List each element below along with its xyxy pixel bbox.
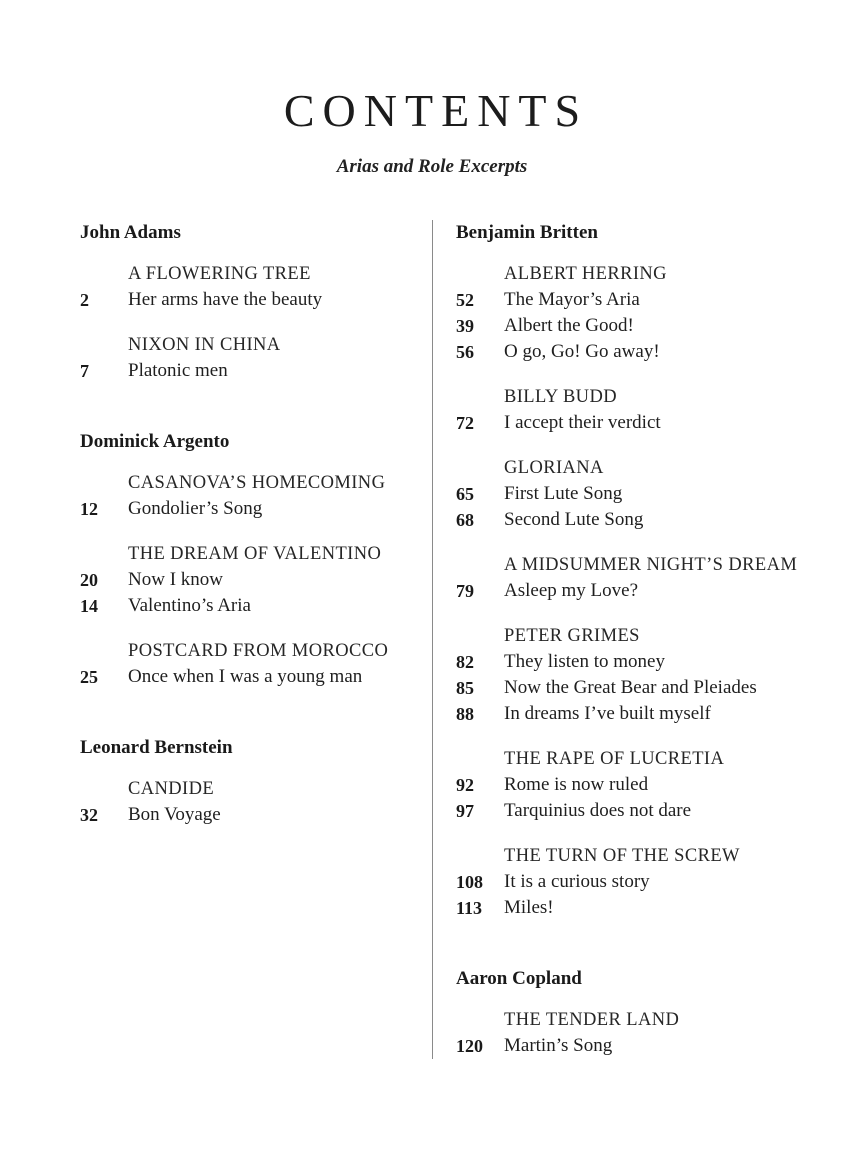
opera-title: THE DREAM OF VALENTINO xyxy=(128,544,382,564)
composer-section xyxy=(80,429,432,690)
opera-title: A MIDSUMMER NIGHT’S DREAM xyxy=(504,555,798,575)
song-title: Gondolier’s Song xyxy=(128,498,263,519)
toc-column-right xyxy=(432,220,820,1059)
song-title: Albert the Good! xyxy=(504,315,634,336)
toc-entry xyxy=(456,649,820,675)
page-number: 79 xyxy=(456,581,474,601)
page-number: 7 xyxy=(80,361,89,381)
toc-entry xyxy=(456,287,820,313)
toc-entry xyxy=(80,802,432,828)
composer-section xyxy=(80,220,432,384)
page-number: 97 xyxy=(456,801,474,821)
opera-group xyxy=(80,541,432,619)
opera-title: THE TENDER LAND xyxy=(504,1010,680,1030)
toc-entry xyxy=(456,313,820,339)
toc-entry xyxy=(80,358,432,384)
composer-name: John Adams xyxy=(80,222,181,243)
composer-name: Dominick Argento xyxy=(80,431,230,452)
opera-group xyxy=(456,384,820,436)
song-title: Second Lute Song xyxy=(504,509,644,530)
toc-entry xyxy=(80,287,432,313)
song-title: O go, Go! Go away! xyxy=(504,341,660,362)
opera-title: PETER GRIMES xyxy=(504,626,640,646)
toc-entry xyxy=(80,496,432,522)
opera-group xyxy=(456,1007,820,1059)
composer-name: Leonard Bernstein xyxy=(80,737,233,758)
toc-entry xyxy=(456,701,820,727)
toc-entry xyxy=(80,664,432,690)
opera-title: ALBERT HERRING xyxy=(504,264,667,284)
opera-group xyxy=(80,776,432,828)
opera-title: NIXON IN CHINA xyxy=(128,335,281,355)
song-title: In dreams I’ve built myself xyxy=(504,703,711,724)
song-title: Her arms have the beauty xyxy=(128,289,323,310)
opera-title: THE TURN OF THE SCREW xyxy=(504,846,740,866)
opera-group xyxy=(456,552,820,604)
page-number: 2 xyxy=(80,290,89,310)
song-title: Valentino’s Aria xyxy=(128,595,251,616)
toc-column-left xyxy=(80,220,432,1059)
page-number: 85 xyxy=(456,678,474,698)
toc-entry xyxy=(456,481,820,507)
song-title: I accept their verdict xyxy=(504,412,661,433)
song-title: Miles! xyxy=(504,897,554,918)
song-title: It is a curious story xyxy=(504,871,650,892)
toc-entry xyxy=(456,798,820,824)
page-number: 68 xyxy=(456,510,474,530)
opera-group xyxy=(80,261,432,313)
song-title: Rome is now ruled xyxy=(504,774,649,795)
page-number: 12 xyxy=(80,499,98,519)
page-number: 56 xyxy=(456,342,474,362)
toc-entry xyxy=(80,567,432,593)
opera-title: BILLY BUDD xyxy=(504,387,617,407)
song-title: Bon Voyage xyxy=(128,804,221,825)
toc-entry xyxy=(80,593,432,619)
opera-group xyxy=(456,746,820,824)
page-number: 20 xyxy=(80,570,98,590)
page-number: 25 xyxy=(80,667,98,687)
song-title: They listen to money xyxy=(504,651,665,672)
opera-title: CASANOVA’S HOMECOMING xyxy=(128,473,386,493)
opera-group xyxy=(456,261,820,365)
page-number: 82 xyxy=(456,652,474,672)
opera-group xyxy=(456,455,820,533)
toc-entry xyxy=(456,895,820,921)
song-title: Asleep my Love? xyxy=(504,580,639,601)
page-number: 32 xyxy=(80,805,98,825)
song-title: Tarquinius does not dare xyxy=(504,800,692,821)
opera-group xyxy=(80,332,432,384)
page-title: CONTENTS xyxy=(283,85,589,136)
composer-section xyxy=(456,966,820,1059)
page-number: 39 xyxy=(456,316,474,336)
composer-name: Aaron Copland xyxy=(456,968,582,989)
opera-title: CANDIDE xyxy=(128,779,215,799)
song-title: Martin’s Song xyxy=(504,1035,613,1056)
toc-columns xyxy=(80,220,820,1059)
opera-title: GLORIANA xyxy=(504,458,604,478)
toc-entry xyxy=(456,869,820,895)
page-number: 52 xyxy=(456,290,474,310)
opera-group xyxy=(80,470,432,522)
opera-title: THE RAPE OF LUCRETIA xyxy=(504,749,725,769)
toc-entry xyxy=(456,410,820,436)
composer-section xyxy=(80,735,432,828)
song-title: The Mayor’s Aria xyxy=(504,289,640,310)
song-title: Once when I was a young man xyxy=(128,666,363,687)
song-title: First Lute Song xyxy=(504,483,623,504)
page-number: 72 xyxy=(456,413,474,433)
opera-title: POSTCARD FROM MOROCCO xyxy=(128,641,389,661)
toc-entry xyxy=(456,507,820,533)
composer-name: Benjamin Britten xyxy=(456,222,598,243)
page-number: 108 xyxy=(456,872,483,892)
page-number: 120 xyxy=(456,1036,483,1056)
opera-group xyxy=(456,843,820,921)
page-subtitle: Arias and Role Excerpts xyxy=(336,156,528,177)
page-number: 14 xyxy=(80,596,98,616)
page-number: 92 xyxy=(456,775,474,795)
page-number: 113 xyxy=(456,898,483,918)
composer-section xyxy=(456,220,820,921)
song-title: Platonic men xyxy=(128,360,228,381)
opera-title: A FLOWERING TREE xyxy=(128,264,311,284)
toc-entry xyxy=(456,578,820,604)
opera-group xyxy=(80,638,432,690)
toc-entry xyxy=(456,1033,820,1059)
toc-entry xyxy=(456,772,820,798)
page-number: 88 xyxy=(456,704,474,724)
toc-entry xyxy=(456,675,820,701)
song-title: Now the Great Bear and Pleiades xyxy=(504,677,757,698)
song-title: Now I know xyxy=(128,569,223,590)
page-number: 65 xyxy=(456,484,474,504)
opera-group xyxy=(456,623,820,727)
toc-entry xyxy=(456,339,820,365)
